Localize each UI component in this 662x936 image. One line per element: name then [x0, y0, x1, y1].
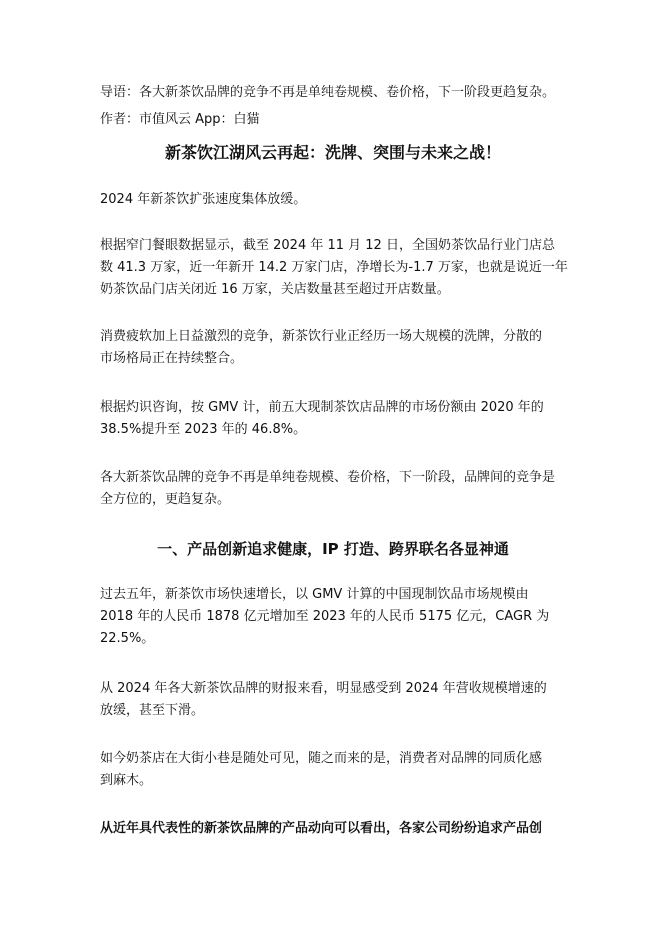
paragraph-line: 如今奶茶店在大街小巷是随处可见，随之而来的是，消费者对品牌的同质化感 [100, 751, 543, 766]
paragraph-line: 放缓，甚至下滑。 [100, 703, 205, 718]
paragraph-3 [100, 326, 542, 370]
paragraph-2 [100, 235, 568, 301]
intro-text: 导语：各大新茶饮品牌的竞争不再是单纯卷规模、卷价格，下一阶段更趋复杂。 [100, 85, 556, 100]
paragraph-9 [100, 818, 542, 840]
paragraph-line: 奶茶饮品门店关闭近 16 万家，关店数量甚至超过开店数量。 [100, 282, 450, 297]
paragraph-line: 根据窄门餐眼数据显示，截至 2024 年 11 月 12 日，全国奶茶饮品行业门店总 [100, 238, 555, 253]
paragraph-8 [100, 748, 542, 792]
paragraph-line: 38.5%提升至 2023 年的 46.8%。 [100, 422, 307, 437]
article-title: 新茶饮江湖风云再起：洗牌、突围与未来之战！ [164, 143, 501, 162]
paragraph-line: 从近年具代表性的新茶饮品牌的产品动向可以看出，各家公司纷纷追求产品创 [100, 821, 543, 836]
paragraph-line: 从 2024 年各大新茶饮品牌的财报来看，明显感受到 2024 年营收规模增速的 [100, 681, 547, 696]
paragraph-line: 各大新茶饮品牌的竞争不再是单纯卷规模、卷价格，下一阶段，品牌间的竞争是 [100, 470, 556, 485]
paragraph-line: 数 41.3 万家，近一年新开 14.2 万家门店，净增长为-1.7 万家，也就是说近一年 [100, 260, 568, 275]
paragraph-5 [100, 467, 555, 511]
paragraph-line: 过去五年，新茶饮市场快速增长，以 GMV 计算的中国现制饮品市场规模由 [100, 587, 529, 602]
author-line: 作者：市值风云 App：白猫 [100, 112, 260, 127]
paragraph-line: 2024 年新茶饮扩张速度集体放缓。 [100, 192, 307, 207]
paragraph-line: 根据灼识咨询，按 GMV 计，前五大现制茶饮店品牌的市场份额由 2020 年的 [100, 400, 544, 415]
paragraph-line: 市场格局正在持续整合。 [100, 351, 244, 366]
paragraph-line: 到麻木。 [100, 773, 153, 788]
paragraph-7 [100, 678, 547, 722]
paragraph-6 [100, 584, 549, 650]
paragraph-1 [100, 189, 306, 211]
paragraph-4 [100, 397, 544, 441]
section-heading: 一、产品创新追求健康，IP 打造、跨界联名各显神通 [157, 540, 509, 558]
paragraph-line: 全方位的，更趋复杂。 [100, 492, 231, 507]
paragraph-line: 22.5%。 [100, 631, 155, 646]
paragraph-line: 消费疲软加上日益激烈的竞争，新茶饮行业正经历一场大规模的洗牌，分散的 [100, 329, 543, 344]
paragraph-line: 2018 年的人民币 1878 亿元增加至 2023 年的人民币 5175 亿元，CAGR 为 [100, 609, 550, 624]
